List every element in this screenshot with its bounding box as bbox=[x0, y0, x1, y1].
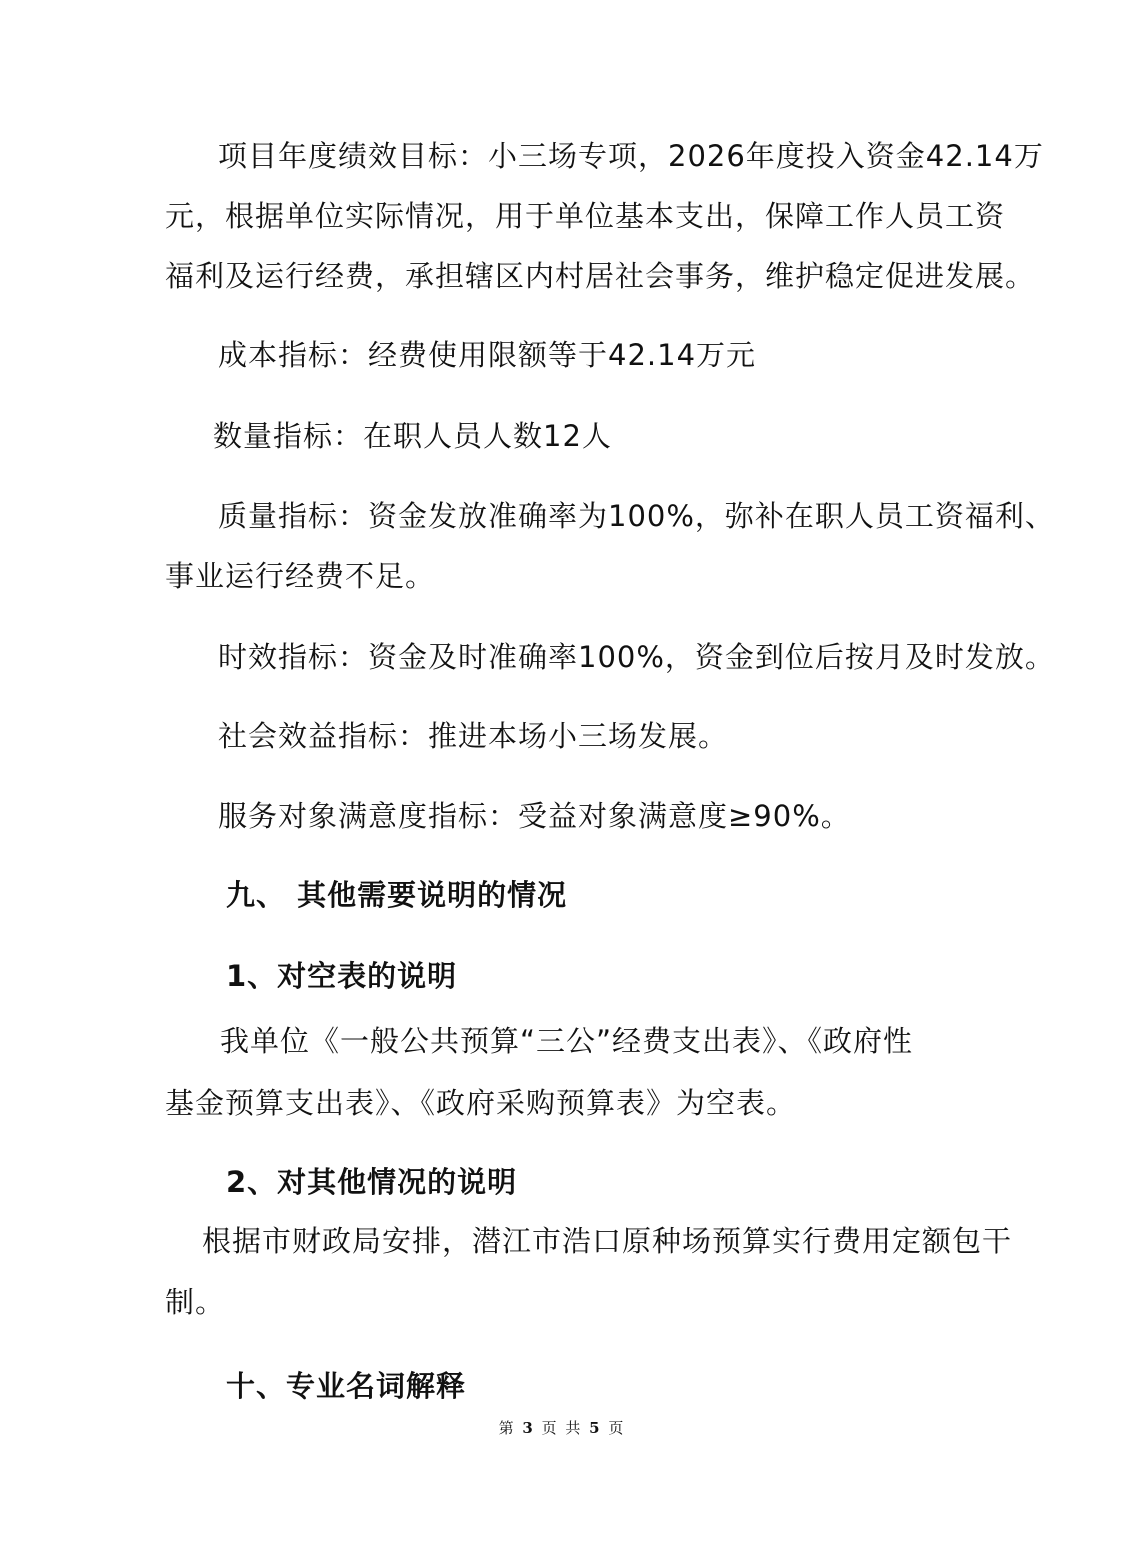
goal-line-3: 福利及运行经费，承担辖区内村居社会事务，维护稳定促进发展。 bbox=[165, 259, 1036, 293]
empty-tables-line-1: 我单位《一般公共预算“三公”经费支出表》、《政府性 bbox=[220, 1024, 914, 1058]
page-footer bbox=[0, 1418, 1124, 1438]
footer-suffix: 页 bbox=[608, 1419, 626, 1437]
goal-line-1: 项目年度绩效目标：小三场专项，2026年度投入资金42.14万 bbox=[218, 139, 1044, 173]
footer-page-number: 3 bbox=[522, 1419, 535, 1437]
subsection-1-heading: 1、对空表的说明 bbox=[226, 959, 458, 993]
quantity-indicator: 数量指标：在职人员人数12人 bbox=[213, 419, 612, 453]
quality-line-2: 事业运行经费不足。 bbox=[165, 559, 436, 593]
goal-line-2: 元，根据单位实际情况，用于单位基本支出，保障工作人员工资 bbox=[165, 199, 1006, 233]
footer-total-pages: 5 bbox=[589, 1419, 602, 1437]
quality-line-1: 质量指标：资金发放准确率为100%，弥补在职人员工资福利、 bbox=[218, 499, 1055, 533]
section-9-heading: 九、 其他需要说明的情况 bbox=[226, 878, 568, 912]
section-10-heading: 十、专业名词解释 bbox=[226, 1369, 467, 1403]
other-info-line-2: 制。 bbox=[165, 1285, 226, 1319]
other-info-line-1: 根据市财政局安排，潜江市浩口原种场预算实行费用定额包干 bbox=[202, 1224, 1013, 1258]
social-benefit-indicator: 社会效益指标：推进本场小三场发展。 bbox=[218, 719, 729, 753]
footer-middle: 页 共 bbox=[541, 1419, 583, 1437]
cost-indicator: 成本指标：经费使用限额等于42.14万元 bbox=[218, 338, 757, 372]
satisfaction-indicator: 服务对象满意度指标：受益对象满意度≥90%。 bbox=[218, 799, 851, 833]
subsection-2-heading: 2、对其他情况的说明 bbox=[226, 1165, 518, 1199]
timeliness-indicator: 时效指标：资金及时准确率100%，资金到位后按月及时发放。 bbox=[218, 640, 1055, 674]
empty-tables-line-2: 基金预算支出表》、《政府采购预算表》为空表。 bbox=[165, 1086, 797, 1120]
footer-prefix: 第 bbox=[498, 1419, 516, 1437]
